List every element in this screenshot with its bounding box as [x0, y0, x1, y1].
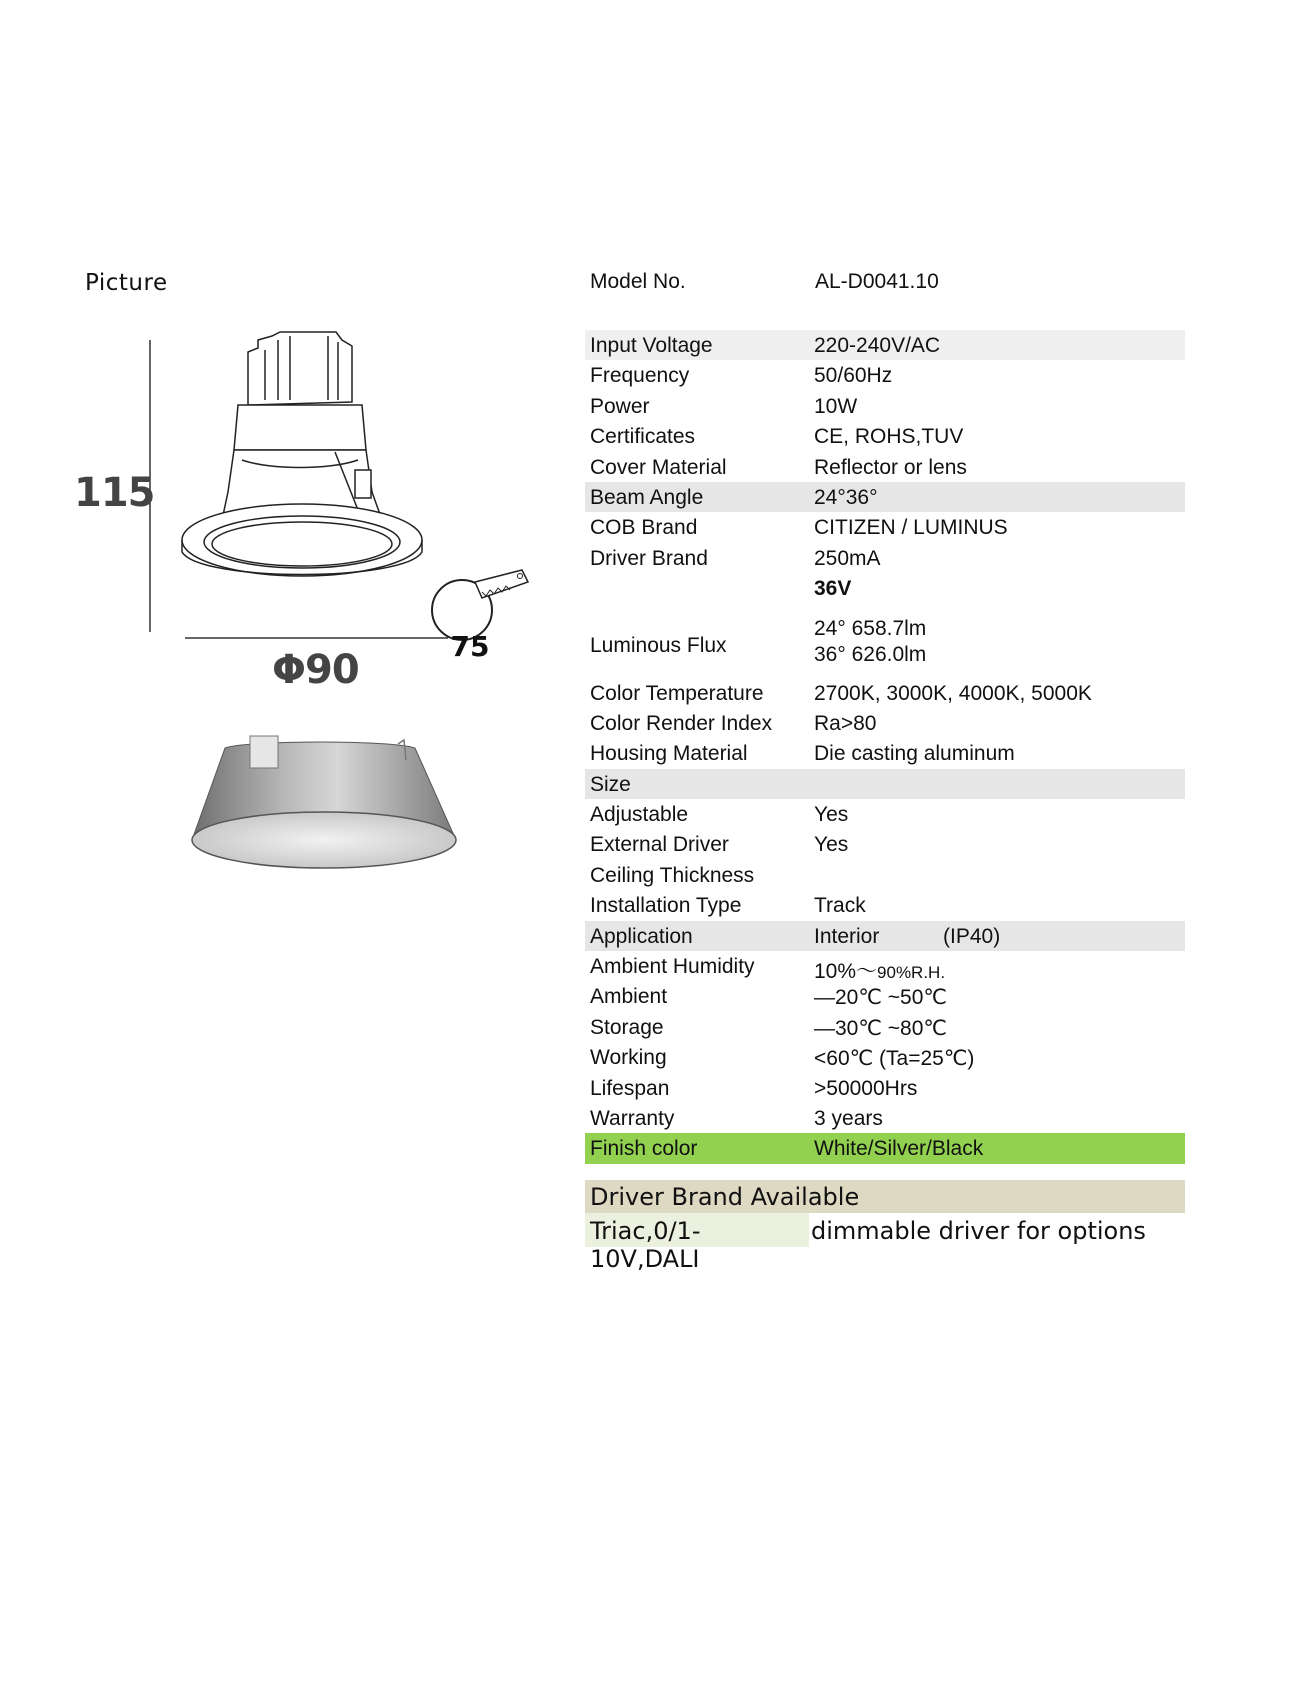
spec-row — [585, 890, 1185, 920]
diameter-dimension: Φ90 — [272, 647, 359, 693]
reflector-drawing — [192, 736, 456, 868]
spec-label: Ceiling Thickness — [590, 863, 755, 887]
spec-row — [585, 573, 1185, 603]
spec-value: Yes — [814, 833, 849, 857]
spec-label: Certificates — [590, 425, 696, 449]
spec-label: Lifespan — [590, 1076, 670, 1100]
spec-value — [814, 616, 926, 668]
picture-label: Picture — [85, 270, 168, 296]
spacer — [585, 664, 1185, 678]
spec-value: 24°36° — [814, 485, 878, 509]
spec-label: Application — [590, 924, 693, 948]
flux-36: 36° 626.0lm — [814, 642, 927, 666]
spec-value: Interior — [814, 924, 880, 948]
model-value: AL-D0041.10 — [815, 270, 939, 293]
model-label: Model No. — [590, 270, 686, 293]
spec-row — [585, 829, 1185, 859]
product-drawing — [130, 320, 570, 880]
spec-row-finish-color — [585, 1133, 1185, 1163]
spec-value: 3 years — [814, 1106, 883, 1130]
spec-value: <60℃ (Ta=25℃) — [814, 1047, 975, 1071]
spec-row — [585, 1103, 1185, 1133]
spec-row — [585, 543, 1185, 573]
spec-row — [585, 769, 1185, 799]
spec-value: 2700K, 3000K, 4000K, 5000K — [814, 681, 1092, 705]
spec-row — [585, 678, 1185, 708]
spec-label: Frequency — [590, 364, 690, 388]
driver-brand-available — [585, 1180, 1185, 1213]
spec-value: >50000Hrs — [814, 1076, 918, 1100]
spec-value: Ra>80 — [814, 711, 877, 735]
spec-row — [585, 330, 1185, 360]
spec-label: Color Render Index — [590, 711, 773, 735]
spec-row — [585, 512, 1185, 542]
spec-label: Adjustable — [590, 803, 689, 827]
dimmable-text: dimmable driver for options — [811, 1217, 1146, 1245]
spec-label: Driver Brand — [590, 546, 708, 570]
spec-row — [585, 951, 1185, 984]
dimmable-options — [585, 1213, 1185, 1273]
spec-label: COB Brand — [590, 516, 698, 540]
dimmable-options-box — [585, 1213, 809, 1273]
spec-row — [585, 738, 1185, 768]
spec-row — [585, 360, 1185, 390]
spec-label: Housing Material — [590, 742, 748, 766]
spec-value: —20℃ ~50℃ — [814, 986, 947, 1010]
spec-label: Warranty — [590, 1106, 675, 1130]
spec-label: Luminous Flux — [590, 633, 727, 657]
spec-row — [585, 1042, 1185, 1072]
spec-row — [585, 981, 1185, 1011]
spec-row — [585, 482, 1185, 512]
spec-row — [585, 860, 1185, 890]
driver-brand-available-text: Driver Brand Available — [590, 1183, 860, 1211]
spec-label: Cover Material — [590, 455, 727, 479]
dimmable-options-text: Triac,0/1-10V,DALI — [590, 1217, 701, 1273]
spec-value-ip: (IP40) — [943, 924, 1001, 948]
spec-row — [585, 421, 1185, 451]
spec-value: —30℃ ~80℃ — [814, 1016, 947, 1040]
spec-row — [585, 452, 1185, 482]
spec-label: Power — [590, 394, 650, 418]
spec-row — [585, 799, 1185, 829]
spec-value: Yes — [814, 803, 849, 827]
spec-row-luminous-flux — [585, 604, 1185, 664]
downlight-drawing — [182, 332, 422, 576]
spec-value: Track — [814, 894, 866, 918]
humidity-max: 90%R.H. — [877, 963, 946, 983]
spec-table — [585, 330, 1185, 1164]
spec-value: CE, ROHS,TUV — [814, 425, 964, 449]
height-dimension: 115 — [74, 470, 155, 516]
spec-row — [585, 1012, 1185, 1042]
spec-label: Size — [590, 772, 631, 796]
spec-label: Finish color — [590, 1137, 698, 1161]
spec-value: CITIZEN / LUMINUS — [814, 516, 1008, 540]
spec-label: Storage — [590, 1015, 664, 1039]
spec-label: Color Temperature — [590, 681, 764, 705]
spec-label: Beam Angle — [590, 485, 704, 509]
spec-row — [585, 1073, 1185, 1103]
spec-value: 50/60Hz — [814, 364, 893, 388]
spec-value: 220-240V/AC — [814, 334, 941, 357]
spec-row — [585, 391, 1185, 421]
humidity-min: 10%～ — [814, 960, 878, 984]
spec-label: Working — [590, 1046, 667, 1070]
spec-value: White/Silver/Black — [814, 1137, 984, 1161]
spec-value: 250mA — [814, 546, 881, 570]
flux-24: 24° 658.7lm — [814, 616, 927, 640]
spec-label: Installation Type — [590, 894, 742, 918]
spec-row — [585, 921, 1185, 951]
spec-value: Reflector or lens — [814, 455, 967, 479]
spec-row — [585, 708, 1185, 738]
cutout-dimension: 75 — [450, 630, 490, 663]
spec-label: Ambient — [590, 985, 668, 1009]
spec-label: Ambient Humidity — [590, 955, 755, 979]
spec-value: Die casting aluminum — [814, 742, 1015, 766]
spec-value: 10W — [814, 394, 858, 418]
spec-value: 36V — [814, 577, 852, 601]
spec-label: External Driver — [590, 833, 729, 857]
spec-label: Input Voltage — [590, 334, 713, 357]
